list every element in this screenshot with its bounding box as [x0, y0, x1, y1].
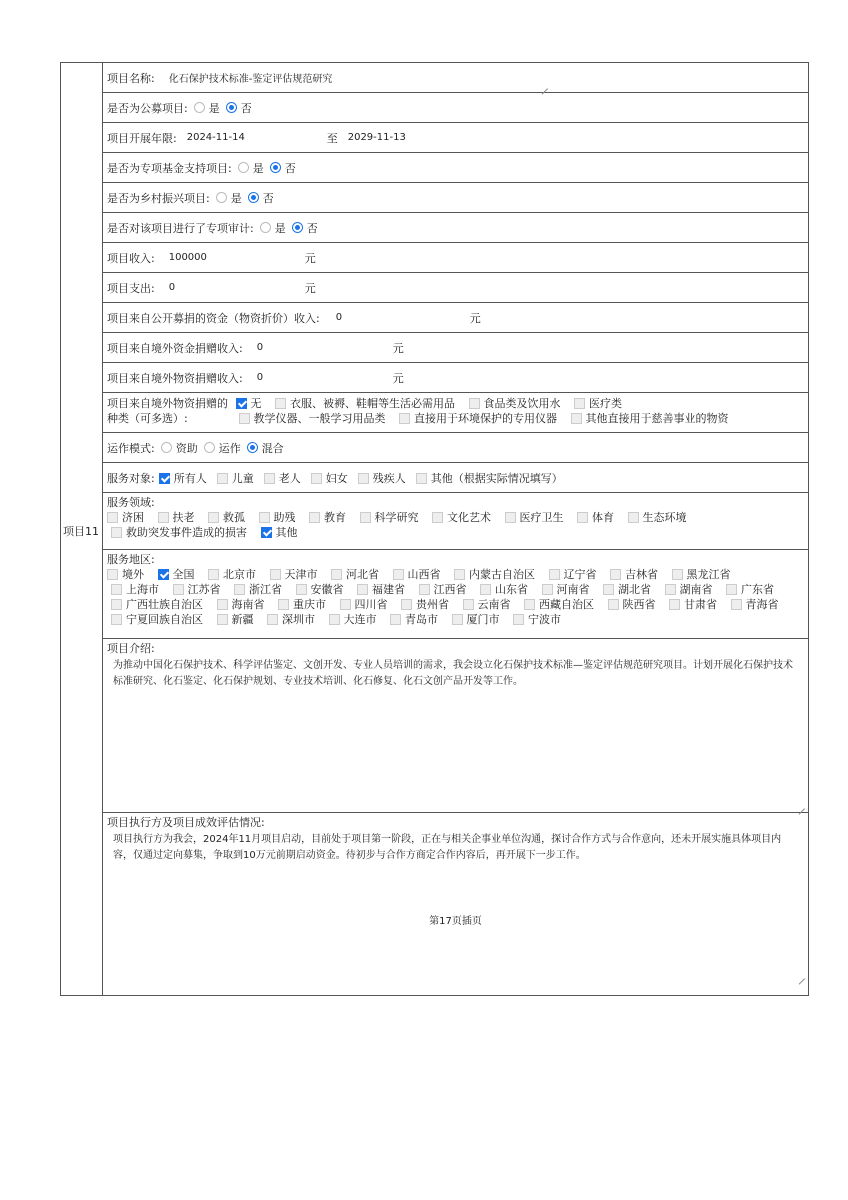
option-label: 其他: [275, 526, 298, 539]
rural-yes-label: 是: [230, 191, 242, 205]
option-label: 黑龙江省: [686, 568, 731, 581]
option-label: 山西省: [407, 568, 441, 581]
option-item: [476, 583, 528, 596]
option-label: 生态环境: [642, 511, 687, 524]
checkbox[interactable]: [158, 569, 169, 580]
row-goods-type: [103, 393, 808, 433]
name-value: 化石保护技术标准-鉴定评估规范研究: [168, 74, 333, 85]
option-item: [107, 526, 247, 539]
option-item: [154, 568, 195, 581]
checkbox[interactable]: [111, 614, 122, 625]
mode-option: 运作: [218, 441, 241, 455]
option-item: [336, 598, 388, 611]
target-option: 残疾人: [372, 471, 406, 485]
checkbox[interactable]: [270, 569, 281, 580]
option-item: [397, 598, 449, 611]
income-unit: 元: [304, 251, 316, 265]
intro-text[interactable]: 为推动中国化石保护技术、科学评估鉴定、文创开发、专业人员培训的需求，我会设立化石保护技术标准—鉴定评估规范研究项目。计划开展化石保护技术标准研究、化石鉴定、化石保护规划、专业技术培训、化石修复、化石文创产品开发等工作。: [113, 660, 793, 687]
goods-type-label1: 项目来自境外物资捐赠的: [107, 397, 228, 410]
goods-checkbox[interactable]: [239, 413, 250, 424]
public-fund-label: 项目来自公开募捐的资金（物资折价）收入:: [107, 311, 320, 325]
target-option: 其他（根据实际情况填写）: [430, 471, 563, 485]
option-label: 宁夏回族自治区: [126, 613, 203, 626]
expense-label: 项目支出:: [107, 281, 155, 295]
option-label: 教育: [324, 511, 346, 524]
option-label: 新疆: [231, 613, 254, 626]
option-item: [255, 511, 296, 524]
option-item: [257, 526, 298, 539]
end-date[interactable]: 2029-11-13: [347, 132, 406, 143]
row-mode: [103, 433, 808, 463]
mode-radio-selected[interactable]: [247, 442, 258, 453]
checkbox[interactable]: [608, 599, 619, 610]
row-public: [103, 93, 808, 123]
period-to: 至: [326, 131, 338, 145]
checkbox[interactable]: [628, 512, 639, 523]
option-item: [661, 583, 713, 596]
page-note: 第17页插页: [429, 916, 482, 927]
audit-yes-label: 是: [274, 221, 286, 235]
option-item: [353, 583, 405, 596]
goods-option: 直接用于环境保护的专用仪器: [414, 412, 557, 425]
goods-option: 医疗类: [589, 397, 622, 410]
option-item: [386, 613, 438, 626]
public-yes-label: 是: [208, 101, 220, 115]
checkbox[interactable]: [726, 584, 737, 595]
public-label: 是否为公募项目:: [107, 101, 188, 115]
checkbox[interactable]: [340, 599, 351, 610]
option-label: 安徽省: [310, 583, 344, 596]
goods-option: 无: [250, 397, 262, 410]
option-label: 陕西省: [622, 598, 656, 611]
option-label: 重庆市: [293, 598, 326, 611]
checkbox[interactable]: [360, 512, 371, 523]
public-fund-unit: 元: [469, 311, 481, 325]
option-label: 体育: [592, 511, 614, 524]
option-item: [415, 583, 467, 596]
exec-text[interactable]: 项目执行方为我会，2024年11月项目启动，目前处于项目第一阶段，正在与相关企事业单位沟通，探讨合作方式与合作意向，还未开展实施具体项目内容，仅通过定向募集，争取到10万元前期启动资金。待初步与合作方商定合作内容后，再开展下一步工作。: [113, 834, 782, 861]
checkbox[interactable]: [393, 569, 404, 580]
row-target: [103, 463, 808, 493]
option-label: 境外: [122, 568, 144, 581]
checkbox[interactable]: [610, 569, 621, 580]
mode-label: 运作模式:: [107, 441, 155, 455]
project-form: [60, 62, 809, 996]
checkbox[interactable]: [731, 599, 742, 610]
fund-label: 是否为专项基金支持项目:: [107, 161, 232, 175]
checkbox[interactable]: [549, 569, 560, 580]
target-option: 儿童: [231, 471, 254, 485]
option-item: [428, 511, 491, 524]
checkbox[interactable]: [111, 584, 122, 595]
option-item: [107, 568, 144, 581]
option-label: 科学研究: [374, 511, 419, 524]
target-label: 服务对象:: [107, 471, 155, 485]
checkbox[interactable]: [524, 599, 535, 610]
option-item: [389, 568, 441, 581]
checkbox[interactable]: [217, 599, 228, 610]
option-item: [169, 583, 221, 596]
public-yes-radio[interactable]: [194, 102, 205, 113]
option-label: 福建省: [372, 583, 405, 596]
option-item: [305, 511, 346, 524]
checkbox[interactable]: [259, 512, 270, 523]
option-label: 内蒙古自治区: [469, 568, 535, 581]
option-label: 救孤: [223, 511, 245, 524]
row-period: [103, 123, 808, 153]
row-exec: [103, 813, 808, 982]
target-checkbox[interactable]: [416, 473, 427, 484]
goods-checkbox[interactable]: [399, 413, 410, 424]
name-label: 项目名称:: [107, 71, 155, 85]
expense-unit: 元: [304, 281, 316, 295]
checkbox[interactable]: [208, 569, 219, 580]
option-item: [292, 583, 344, 596]
foreign-goods-value[interactable]: 0: [256, 372, 264, 383]
option-label: 广西壮族自治区: [126, 598, 203, 611]
option-label: 山东省: [495, 583, 528, 596]
option-label: 辽宁省: [563, 568, 597, 581]
option-label: 救助突发事件造成的损害: [126, 526, 247, 539]
income-value[interactable]: 100000: [168, 252, 207, 263]
option-item: [204, 568, 256, 581]
intro-label: 项目介绍:: [107, 642, 155, 655]
option-label: 助残: [273, 511, 296, 524]
option-label: 青海省: [745, 598, 779, 611]
mode-option: 混合: [261, 441, 284, 455]
option-label: 广东省: [741, 583, 774, 596]
goods-option: 衣服、被褥、鞋帽等生活必需用品: [290, 397, 455, 410]
checkbox[interactable]: [542, 584, 553, 595]
goods-option: 食品类及饮用水: [483, 397, 561, 410]
checkbox[interactable]: [513, 614, 524, 625]
checkbox[interactable]: [505, 512, 516, 523]
option-item: [727, 598, 779, 611]
option-item: [624, 511, 687, 524]
option-label: 吉林省: [625, 568, 658, 581]
fund-no-label: 否: [284, 161, 296, 175]
period-label: 项目开展年限:: [107, 131, 177, 145]
option-item: [520, 598, 594, 611]
target-option: 妇女: [325, 471, 348, 485]
option-item: [213, 598, 265, 611]
checkbox[interactable]: [329, 614, 340, 625]
option-item: [274, 598, 326, 611]
option-item: [606, 568, 658, 581]
checkbox[interactable]: [111, 599, 122, 610]
goods-checkbox[interactable]: [275, 398, 286, 409]
public-no-label: 否: [240, 101, 252, 115]
rural-yes-radio[interactable]: [216, 192, 227, 203]
mode-option: 资助: [175, 441, 198, 455]
checkbox[interactable]: [665, 584, 676, 595]
side-column: [61, 63, 103, 995]
option-item: [107, 511, 144, 524]
checkbox[interactable]: [173, 584, 184, 595]
checkbox[interactable]: [390, 614, 401, 625]
checkbox[interactable]: [111, 527, 122, 538]
audit-label: 是否对该项目进行了专项审计:: [107, 221, 254, 235]
expense-value[interactable]: 0: [168, 282, 176, 293]
option-label: 宁波市: [528, 613, 561, 626]
target-checkbox[interactable]: [217, 473, 228, 484]
goods-option: 其他直接用于慈善事业的物资: [585, 412, 729, 425]
region-options: [107, 567, 804, 627]
region-label: 服务地区:: [107, 553, 155, 566]
option-item: [230, 583, 282, 596]
option-label: 北京市: [223, 568, 256, 581]
checkbox[interactable]: [208, 512, 219, 523]
option-label: 济困: [122, 511, 144, 524]
checkbox[interactable]: [577, 512, 588, 523]
goods-none-checkbox[interactable]: [236, 398, 247, 409]
option-label: 江西省: [433, 583, 467, 596]
foreign-cash-unit: 元: [392, 341, 404, 355]
option-label: 甘肃省: [684, 598, 717, 611]
option-item: [509, 613, 561, 626]
audit-no-label: 否: [306, 221, 318, 235]
option-item: [599, 583, 651, 596]
option-label: 大连市: [343, 613, 377, 626]
side-label: 项目11: [63, 525, 99, 538]
target-option: 所有人: [173, 471, 207, 485]
resize-handle-icon[interactable]: [542, 83, 548, 89]
option-label: 江苏省: [187, 583, 221, 596]
audit-yes-radio[interactable]: [260, 222, 271, 233]
option-item: [538, 583, 590, 596]
checkbox[interactable]: [158, 512, 169, 523]
goods-checkbox[interactable]: [574, 398, 585, 409]
row-intro: [103, 639, 808, 813]
option-label: 云南省: [477, 598, 511, 611]
option-label: 文化艺术: [447, 511, 491, 524]
option-item: [604, 598, 656, 611]
checkbox[interactable]: [278, 599, 289, 610]
goods-type-label2: 种类（可多选）:: [107, 412, 188, 425]
foreign-goods-label: 项目来自境外物资捐赠收入:: [107, 371, 243, 385]
option-item: [450, 568, 535, 581]
option-label: 医疗卫生: [519, 511, 564, 524]
option-item: [545, 568, 597, 581]
option-item: [665, 598, 717, 611]
option-item: [213, 613, 254, 626]
checkbox[interactable]: [401, 599, 412, 610]
checkbox[interactable]: [452, 614, 463, 625]
checkbox[interactable]: [419, 584, 430, 595]
option-item: [107, 598, 203, 611]
foreign-cash-value[interactable]: 0: [256, 342, 264, 353]
row-fund: [103, 153, 808, 183]
option-item: [327, 568, 379, 581]
option-item: [501, 511, 564, 524]
checkbox[interactable]: [463, 599, 474, 610]
target-checkbox[interactable]: [264, 473, 275, 484]
checkbox[interactable]: [261, 527, 272, 538]
exec-label: 项目执行方及项目成效评估情况:: [107, 816, 265, 829]
option-label: 四川省: [354, 598, 388, 611]
target-option: 老人: [278, 471, 301, 485]
row-foreign-cash: [103, 333, 808, 363]
target-checkbox[interactable]: [311, 473, 322, 484]
row-audit: [103, 213, 808, 243]
checkbox[interactable]: [309, 512, 320, 523]
option-item: [107, 583, 159, 596]
option-label: 上海市: [126, 583, 159, 596]
resize-handle-icon[interactable]: [799, 803, 805, 809]
checkbox[interactable]: [480, 584, 491, 595]
resize-handle-icon[interactable]: [799, 973, 805, 979]
checkbox[interactable]: [669, 599, 680, 610]
checkbox[interactable]: [217, 614, 228, 625]
checkbox[interactable]: [454, 569, 465, 580]
checkbox[interactable]: [603, 584, 614, 595]
fund-no-radio[interactable]: [270, 162, 281, 173]
goods-option: 教学仪器、一般学习用品类: [253, 412, 386, 425]
public-fund-value[interactable]: 0: [335, 312, 343, 323]
option-item: [204, 511, 245, 524]
option-label: 厦门市: [466, 613, 500, 626]
option-label: 浙江省: [249, 583, 282, 596]
target-checkbox[interactable]: [159, 473, 170, 484]
option-item: [448, 613, 500, 626]
field-options: [107, 510, 804, 540]
option-item: [325, 613, 377, 626]
checkbox[interactable]: [296, 584, 307, 595]
option-label: 青岛市: [405, 613, 438, 626]
rural-no-radio[interactable]: [248, 192, 259, 203]
mode-radio[interactable]: [204, 442, 215, 453]
target-checkbox[interactable]: [358, 473, 369, 484]
checkbox[interactable]: [234, 584, 245, 595]
checkbox[interactable]: [331, 569, 342, 580]
option-item: [356, 511, 419, 524]
checkbox[interactable]: [672, 569, 683, 580]
row-public-fund: [103, 303, 808, 333]
checkbox[interactable]: [357, 584, 368, 595]
field-label: 服务领域:: [107, 496, 155, 509]
option-label: 深圳市: [282, 613, 315, 626]
fund-yes-radio[interactable]: [238, 162, 249, 173]
option-label: 河南省: [556, 583, 590, 596]
row-income: [103, 243, 808, 273]
goods-checkbox[interactable]: [469, 398, 480, 409]
option-item: [266, 568, 318, 581]
option-item: [573, 511, 614, 524]
option-item: [263, 613, 315, 626]
option-item: [154, 511, 195, 524]
option-item: [722, 583, 774, 596]
option-label: 海南省: [231, 598, 265, 611]
option-item: [668, 568, 731, 581]
option-label: 湖北省: [618, 583, 651, 596]
rural-no-label: 否: [262, 191, 274, 205]
start-date[interactable]: 2024-11-14: [186, 132, 245, 143]
row-name[interactable]: [103, 63, 808, 93]
mode-radio[interactable]: [161, 442, 172, 453]
row-foreign-goods: [103, 363, 808, 393]
checkbox[interactable]: [107, 512, 118, 523]
option-label: 扶老: [172, 511, 195, 524]
option-label: 全国: [172, 568, 195, 581]
checkbox[interactable]: [267, 614, 278, 625]
option-item: [459, 598, 511, 611]
row-field: [103, 493, 808, 550]
row-region: [103, 550, 808, 639]
audit-no-radio[interactable]: [292, 222, 303, 233]
checkbox[interactable]: [107, 569, 118, 580]
row-rural: [103, 183, 808, 213]
income-label: 项目收入:: [107, 251, 155, 265]
option-label: 湖南省: [679, 583, 713, 596]
option-label: 西藏自治区: [539, 598, 594, 611]
rural-label: 是否为乡村振兴项目:: [107, 191, 210, 205]
checkbox[interactable]: [432, 512, 443, 523]
foreign-goods-unit: 元: [392, 371, 404, 385]
option-item: [107, 613, 203, 626]
fund-yes-label: 是: [252, 161, 264, 175]
row-expense: [103, 273, 808, 303]
foreign-cash-label: 项目来自境外资金捐赠收入:: [107, 341, 243, 355]
option-label: 天津市: [284, 568, 318, 581]
public-no-radio[interactable]: [226, 102, 237, 113]
option-label: 贵州省: [416, 598, 449, 611]
option-label: 河北省: [346, 568, 379, 581]
goods-checkbox[interactable]: [571, 413, 582, 424]
